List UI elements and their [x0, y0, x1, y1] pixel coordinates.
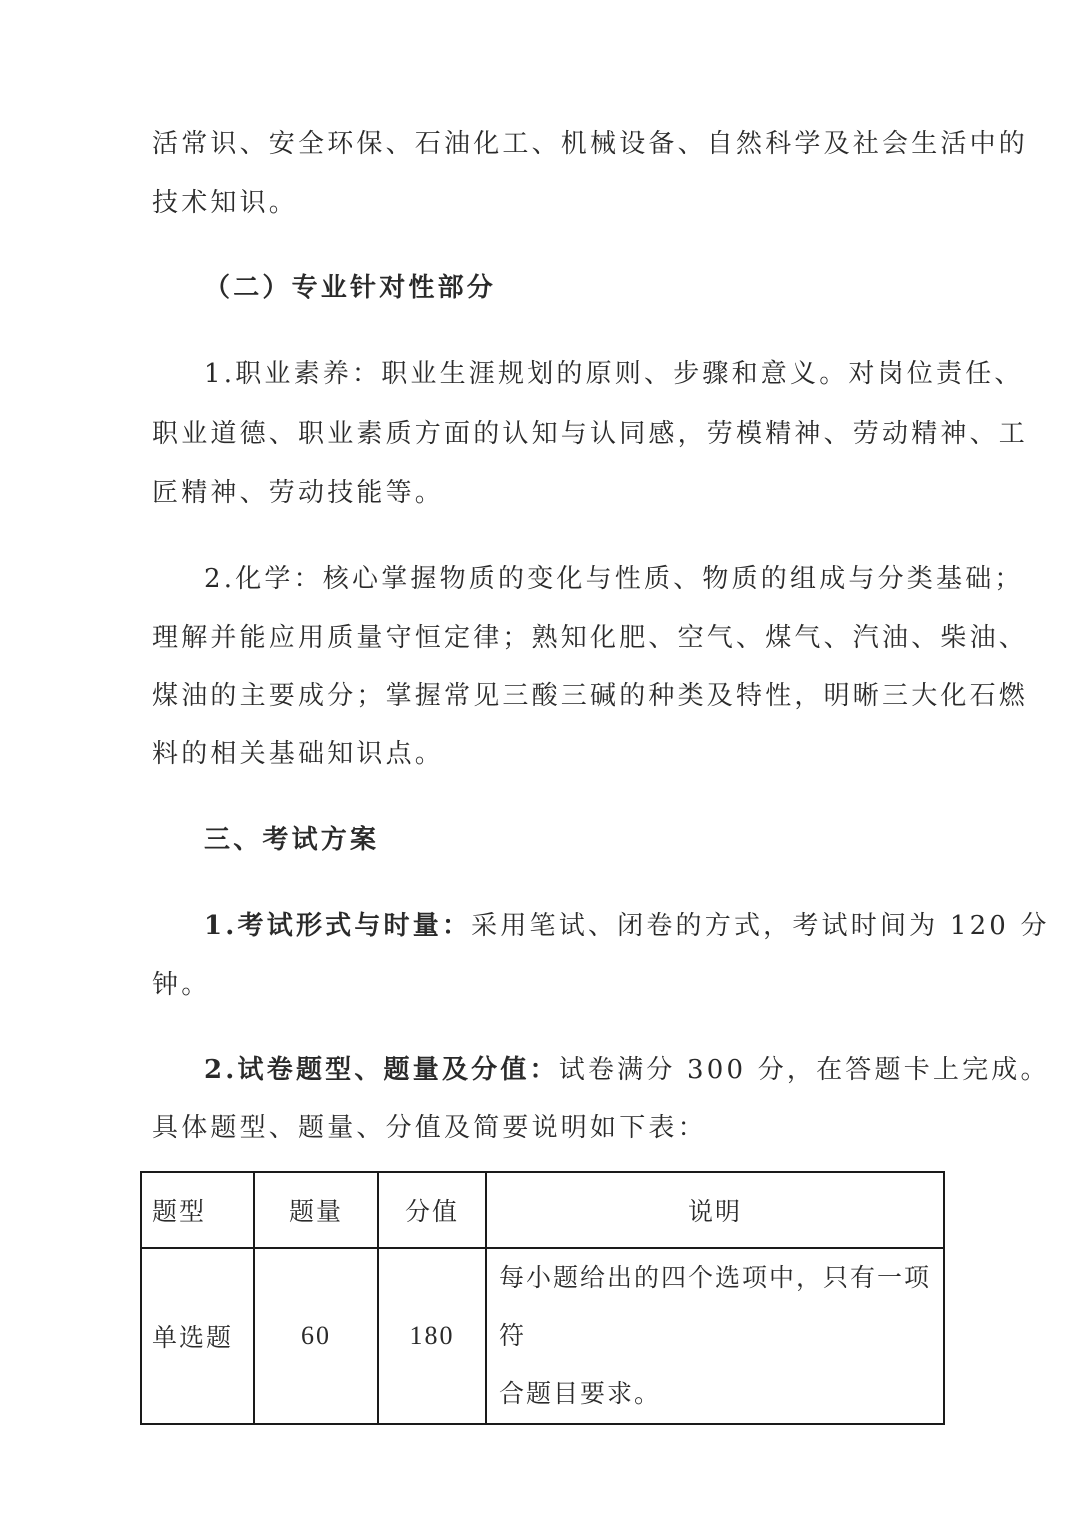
paragraph-5-text: 试卷满分 300 分，在答题卡上完成。 — [558, 1055, 1050, 1085]
paragraph-4-line-1 — [204, 910, 1050, 942]
cell-question-type: 单选题 — [141, 1248, 254, 1424]
paragraph-5-line-1 — [204, 1054, 1050, 1086]
header-score: 分值 — [378, 1172, 486, 1248]
section-3-heading: 三、考试方案 — [204, 825, 380, 855]
paragraph-3-line-4: 料的相关基础知识点。 — [152, 739, 445, 769]
description-line-2: 合题目要求。 — [499, 1379, 662, 1408]
cell-score: 180 — [378, 1248, 486, 1424]
paragraph-1-line-2: 技术知识。 — [152, 188, 299, 218]
table-row — [141, 1248, 944, 1424]
description-line-1: 每小题给出的四个选项中，只有一项符 — [499, 1263, 932, 1350]
cell-question-count: 60 — [254, 1248, 378, 1424]
exam-format-table — [140, 1171, 945, 1425]
paragraph-4-text: 采用笔试、闭卷的方式，考试时间为 120 分 — [471, 911, 1050, 941]
paragraph-4-line-2: 钟。 — [152, 970, 211, 1000]
paragraph-3-line-1: 2.化学：核心掌握物质的变化与性质、物质的组成与分类基础； — [204, 564, 1024, 594]
paragraph-1-line-1: 活常识、安全环保、石油化工、机械设备、自然科学及社会生活中的 — [152, 129, 1029, 159]
paragraph-5-line-2: 具体题型、题量、分值及简要说明如下表： — [152, 1113, 707, 1143]
paragraph-2-line-2: 职业道德、职业素质方面的认知与认同感，劳模精神、劳动精神、工 — [152, 419, 1029, 449]
header-question-count: 题量 — [254, 1172, 378, 1248]
paragraph-4-label: 1.考试形式与时量： — [204, 911, 472, 941]
paragraph-2-line-1: 1.职业素养：职业生涯规划的原则、步骤和意义。对岗位责任、 — [204, 359, 1024, 389]
paragraph-2-line-3: 匠精神、劳动技能等。 — [152, 478, 445, 508]
cell-description — [486, 1248, 944, 1424]
header-question-type: 题型 — [141, 1172, 254, 1248]
paragraph-5-label: 2.试卷题型、题量及分值： — [204, 1055, 559, 1085]
header-description: 说明 — [486, 1172, 944, 1248]
paragraph-3-line-2: 理解并能应用质量守恒定律；熟知化肥、空气、煤气、汽油、柴油、 — [152, 623, 1029, 653]
paragraph-3-line-3: 煤油的主要成分；掌握常见三酸三碱的种类及特性，明晰三大化石燃 — [152, 681, 1029, 711]
section-2-heading: （二）专业针对性部分 — [204, 273, 497, 303]
table-header-row — [141, 1172, 944, 1248]
